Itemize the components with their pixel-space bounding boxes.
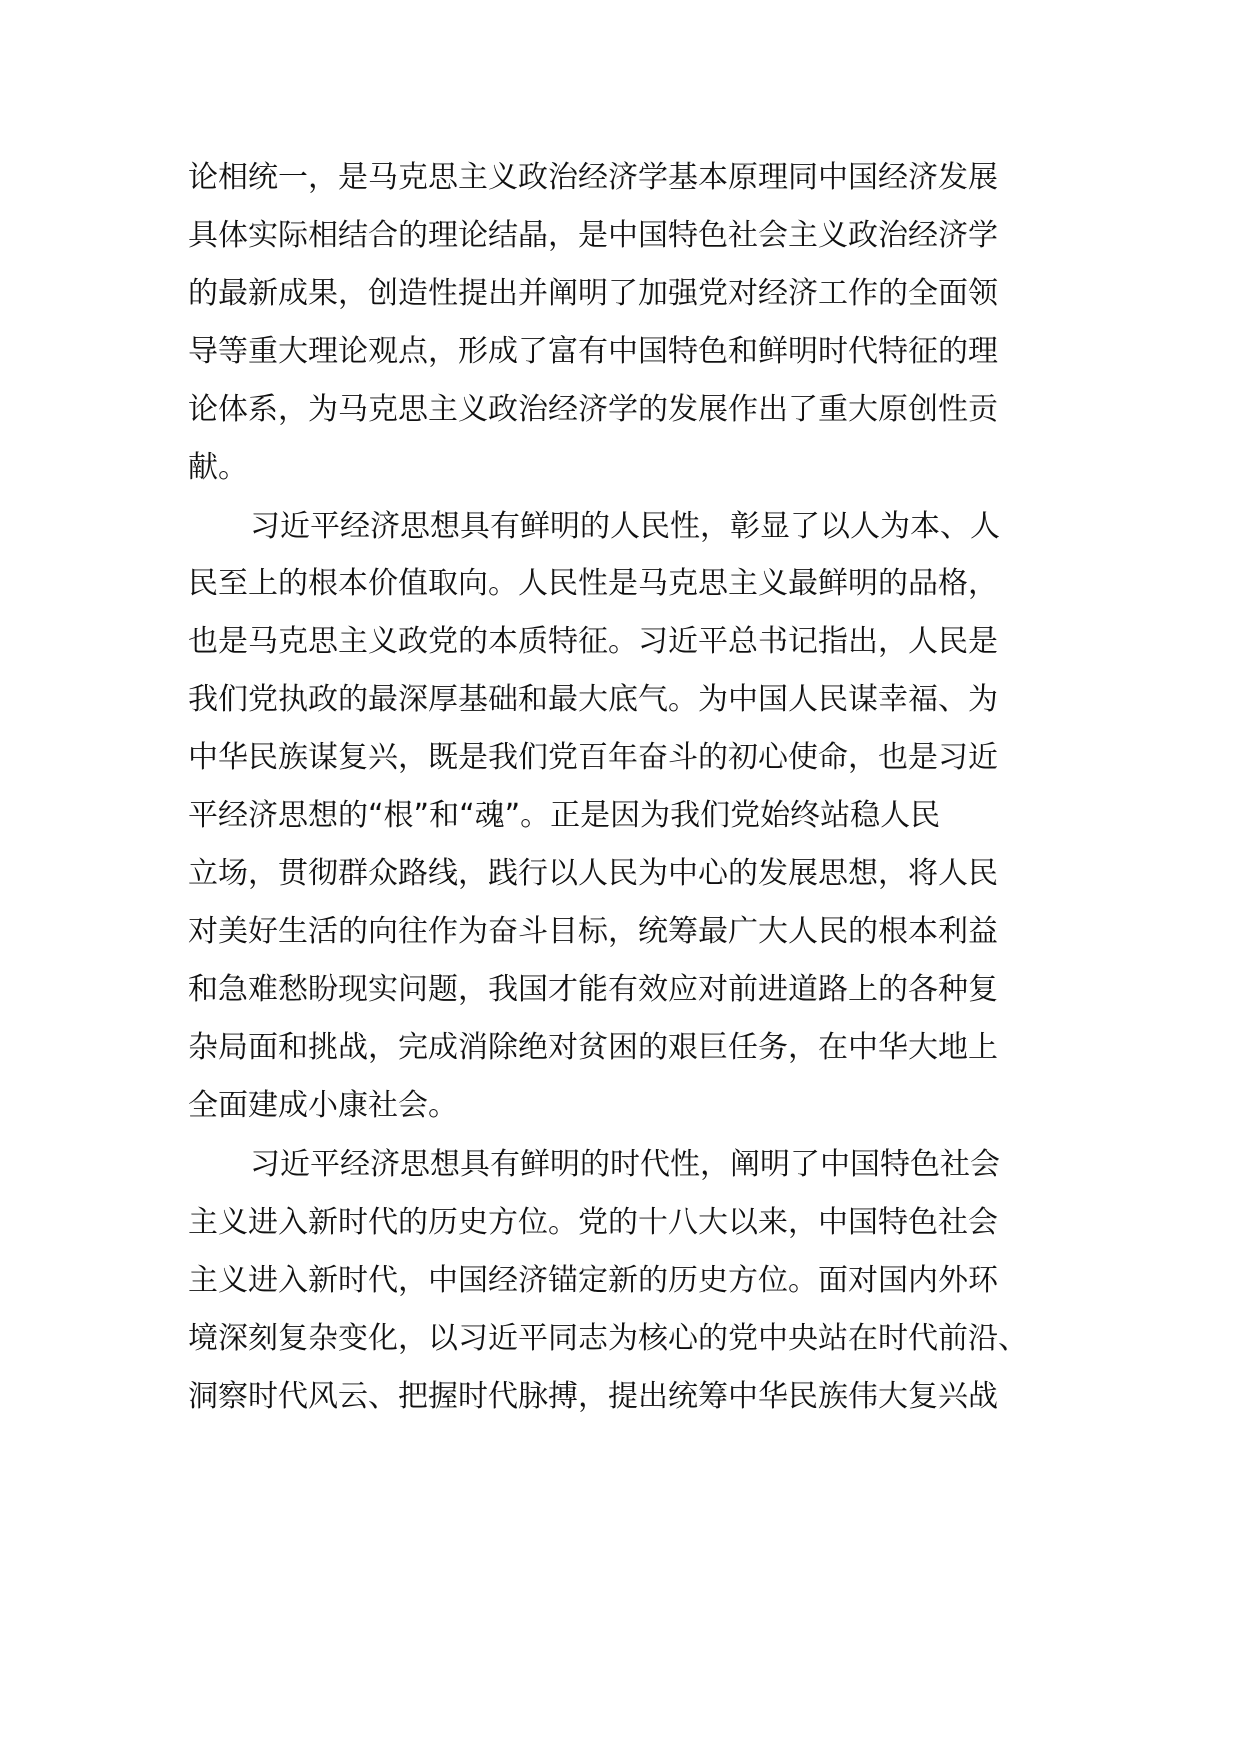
text-line: 献。 (188, 450, 248, 485)
text-line: 对美好生活的向往作为奋斗目标，统筹最广大人民的根本利益 (188, 914, 998, 949)
text-line: 中华民族谋复兴，既是我们党百年奋斗的初心使命，也是习近 (188, 740, 998, 775)
text-line: 导等重大理论观点，形成了富有中国特色和鲜明时代特征的理 (188, 334, 998, 369)
text-line: 我们党执政的最深厚基础和最大底气。为中国人民谋幸福、为 (188, 682, 998, 717)
text-line: 平经济思想的“根”和“魂”。正是因为我们党始终站稳人民 (188, 798, 941, 833)
text-line: 民至上的根本价值取向。人民性是马克思主义最鲜明的品格， (188, 566, 998, 601)
text-line: 的最新成果，创造性提出并阐明了加强党对经济工作的全面领 (188, 276, 998, 311)
text-line: 具体实际相结合的理论结晶，是中国特色社会主义政治经济学 (188, 218, 998, 253)
paragraph-first-line: 习近平经济思想具有鲜明的人民性，彰显了以人为本、人 (250, 509, 1000, 544)
text-line: 全面建成小康社会。 (188, 1088, 458, 1123)
text-line: 主义进入新时代的历史方位。党的十八大以来，中国特色社会 (188, 1205, 998, 1240)
text-line: 也是马克思主义政党的本质特征。习近平总书记指出，人民是 (188, 624, 998, 659)
text-line: 杂局面和挑战，完成消除绝对贫困的艰巨任务，在中华大地上 (188, 1030, 998, 1065)
text-line: 论体系，为马克思主义政治经济学的发展作出了重大原创性贡 (188, 392, 998, 427)
paragraph-first-line: 习近平经济思想具有鲜明的时代性，阐明了中国特色社会 (250, 1147, 1000, 1182)
text-line: 主义进入新时代，中国经济锚定新的历史方位。面对国内外环 (188, 1263, 998, 1298)
text-line: 洞察时代风云、把握时代脉搏，提出统筹中华民族伟大复兴战 (188, 1379, 998, 1414)
text-line: 论相统一，是马克思主义政治经济学基本原理同中国经济发展 (188, 160, 998, 195)
text-line: 境深刻复杂变化，以习近平同志为核心的党中央站在时代前沿、 (188, 1321, 1028, 1356)
text-line: 立场，贯彻群众路线，践行以人民为中心的发展思想，将人民 (188, 856, 998, 891)
text-line: 和急难愁盼现实问题，我国才能有效应对前进道路上的各种复 (188, 972, 998, 1007)
